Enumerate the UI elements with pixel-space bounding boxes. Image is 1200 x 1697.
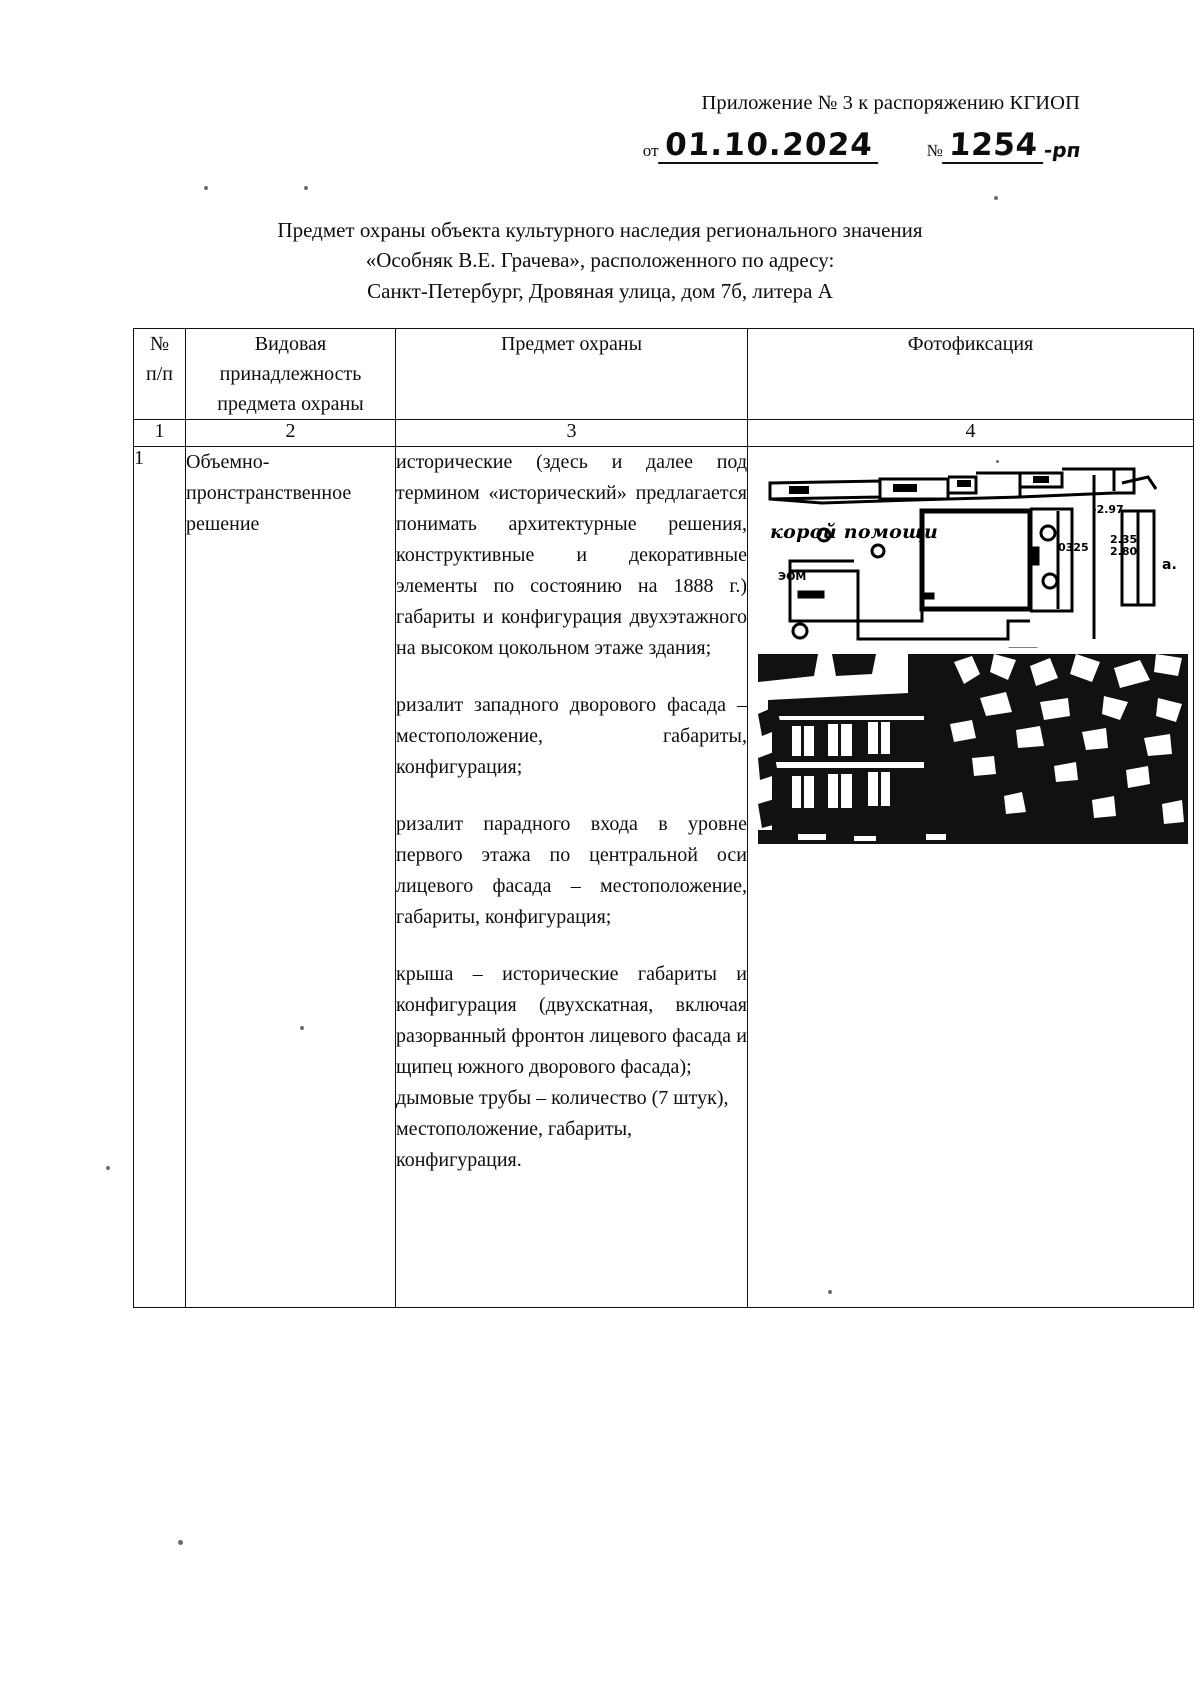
document-header (0, 92, 1200, 163)
plan-note-elevation-2: 2.35 (1110, 533, 1138, 546)
plan-note-elevation-1: -2.97 (1092, 503, 1124, 516)
subject-paragraph-4: крыша – исторические габариты и конфигурация (двухскатная, включая разорванный фронтон лицевого фасада и щипец южного дворового фасада); (396, 963, 747, 1078)
column-index-2: 2 (186, 420, 396, 447)
row-subject-text (396, 447, 748, 1308)
plan-note-code: 0325 (1058, 541, 1089, 554)
column-index-4: 4 (748, 420, 1194, 447)
building-photo (758, 654, 1188, 844)
row-category-line3: решение (186, 513, 260, 535)
scan-speck (300, 1026, 304, 1030)
plan-handwritten-label: корой помощи (770, 521, 939, 543)
page-title (0, 215, 1200, 306)
column-header-subject: Предмет охраны (396, 329, 748, 420)
date-handwritten-value: 01.10.2024 (658, 130, 880, 164)
row-category-line1: Объемно- (186, 451, 270, 473)
table-column-number-row (134, 420, 1194, 447)
plan-note-elevation-3: 2.80 (1110, 545, 1138, 558)
subject-paragraph-5: дымовые трубы – количество (7 штук), местоположение, габариты, конфигурация. (396, 1087, 729, 1171)
protection-subject-table (133, 328, 1194, 1308)
scan-speck (204, 186, 208, 190)
subject-paragraph-3: ризалит парадного входа в уровне первого этажа по центральной оси лицевого фасада – местоположение, габариты, конфигурация; (396, 813, 747, 928)
column-header-category (186, 329, 396, 420)
subject-paragraph-2: ризалит западного дворового фасада – местоположение, габариты, конфигурация; (396, 694, 747, 778)
row-category-line2: пронстранственное (186, 482, 352, 504)
column-header-number-line2: п/п (146, 363, 173, 385)
plan-note-letter: а. (1162, 557, 1177, 573)
column-header-photo: Фотофиксация (748, 329, 1194, 420)
scan-speck (304, 186, 308, 190)
plan-note-eom: ЭОМ (778, 570, 807, 583)
scan-speck (996, 460, 999, 463)
appendix-reference: Приложение № 3 к распоряжению КГИОП (701, 92, 1080, 114)
scan-speck (828, 1290, 832, 1294)
site-plan-drawing (762, 463, 1178, 648)
subject-paragraph-1: исторические (здесь и далее под термином «исторический» предлагается понимать архитектурные решения, конструктивные и декоративные элементы по состоянию на 1888 г.) габариты и конфигурация двухэтажного на высоком цокольном этаже здания; (396, 451, 747, 659)
column-header-number (134, 329, 186, 420)
building-photo-svg (758, 654, 1188, 844)
column-index-1: 1 (134, 420, 186, 447)
column-index-3: 3 (396, 420, 748, 447)
title-line-2: «Особняк В.Е. Грачева», расположенного по адресу: (365, 248, 835, 273)
date-number-line (642, 127, 1082, 164)
number-suffix: -рп (1042, 138, 1082, 162)
from-label: от (642, 141, 659, 160)
scan-speck (994, 196, 998, 200)
column-header-category-line3: предмета охраны (217, 393, 364, 415)
row-number: 1 (134, 447, 186, 1308)
title-line-3: Санкт-Петербург, Дровяная улица, дом 7б, литера А (367, 278, 833, 303)
row-photo-cell (748, 447, 1194, 1308)
table-row (134, 447, 1194, 1308)
row-category (186, 447, 396, 1308)
column-header-number-line1: № (149, 333, 170, 355)
column-header-category-line1: Видовая (254, 333, 327, 355)
number-label: № (926, 141, 943, 160)
table-header-row (134, 329, 1194, 420)
number-handwritten-value: 1254 (942, 130, 1044, 164)
title-line-1: Предмет охраны объекта культурного наследия регионального значения (277, 218, 923, 242)
column-header-category-line2: принадлежность (219, 363, 362, 385)
scan-speck (178, 1540, 183, 1545)
scan-speck (106, 1166, 110, 1170)
